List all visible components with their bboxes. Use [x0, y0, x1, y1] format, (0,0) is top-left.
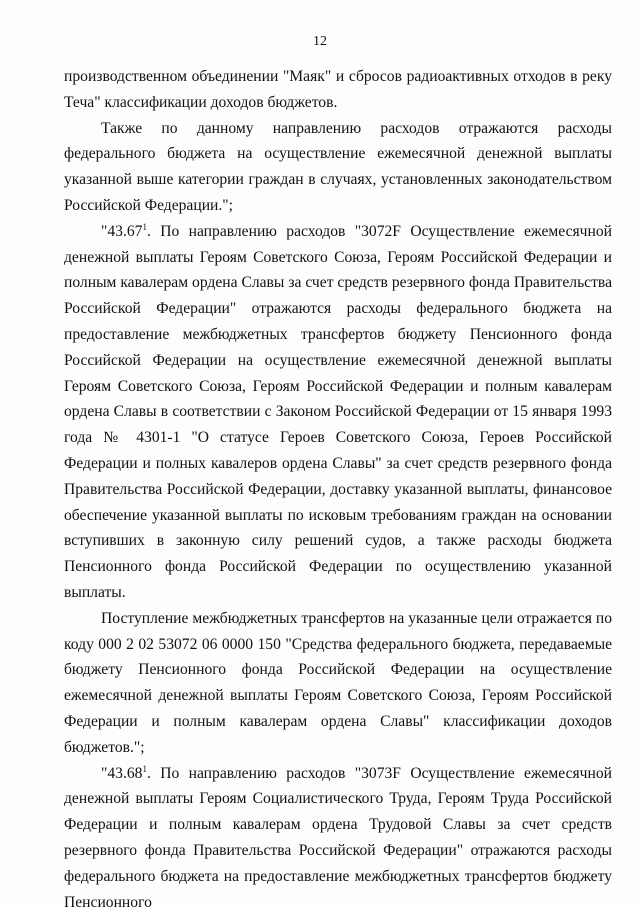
paragraph-text: "43.67 — [101, 222, 143, 240]
paragraph-text: "43.68 — [101, 764, 143, 782]
paragraph — [64, 606, 612, 761]
superscript: 1 — [142, 221, 147, 232]
paragraph-text: . По направлению расходов "3072F Осуществление ежемесячной денежной выплаты Героям Советского Союза, Героям Российской Федерации и полным кавалерам ордена Славы за счет средств резервного фонда Правительства Российской Федерации" отражаются расходы федерального бюджета на предоставление межбюджетных трансфертов бюджету Пенсионного фонда Российской Федерации на осуществление ежемесячной денежной выплаты Героям Советского Союза, Героям Российской Федерации и полным кавалерам ордена Славы в соответствии с Законом Российской Федерации от 15 января 1993 года № 4301-1 "О статусе Героев Советского Союза, Героев Российской Федерации и полных кавалеров ордена Славы" за счет средств резервного фонда Правительства Российской Федерации, доставку указанной выплаты, финансовое обеспечение указанной выплаты по исковым требованиям граждан на основании вступивших в законную силу решений судов, а также расходы бюджета Пенсионного фонда Российской Федерации по осуществлению указанной выплаты. — [64, 222, 612, 601]
paragraph-text: Также по данному направлению расходов отражаются расходы федерального бюджета на осуществление ежемесячной денежной выплаты указанной выше категории граждан в случаях, установленных законодательством Российской Федерации."; — [64, 119, 612, 214]
paragraph — [64, 116, 612, 219]
paragraph-text: Поступление межбюджетных трансфертов на указанные цели отражается по коду 000 2 02 53072 06 0000 150 "Средства федерального бюджета, передаваемые бюджету Пенсионного фонда Российской Федерации на осуществление ежемесячной денежной выплаты Героям Советского Союза, Героям Российской Федерации и полным кавалерам ордена Славы" классификации доходов бюджетов."; — [64, 609, 612, 756]
paragraph — [64, 761, 612, 915]
paragraph — [64, 219, 612, 606]
paragraph — [64, 64, 612, 116]
document-body — [64, 64, 612, 915]
paragraph-text: . По направлению расходов "3073F Осуществление ежемесячной денежной выплаты Героям Социалистического Труда, Героям Труда Российской Федерации и полным кавалерам ордена Трудовой Славы за счет средств резервного фонда Правительства Российской Федерации" отражаются расходы федерального бюджета на предоставление межбюджетных трансфертов бюджету Пенсионного — [64, 764, 612, 911]
superscript: 1 — [142, 763, 147, 774]
paragraph-text: производственном объединении "Маяк" и сбросов радиоактивных отходов в реку Теча" классификации доходов бюджетов. — [64, 68, 612, 111]
page-number: 12 — [313, 34, 327, 49]
